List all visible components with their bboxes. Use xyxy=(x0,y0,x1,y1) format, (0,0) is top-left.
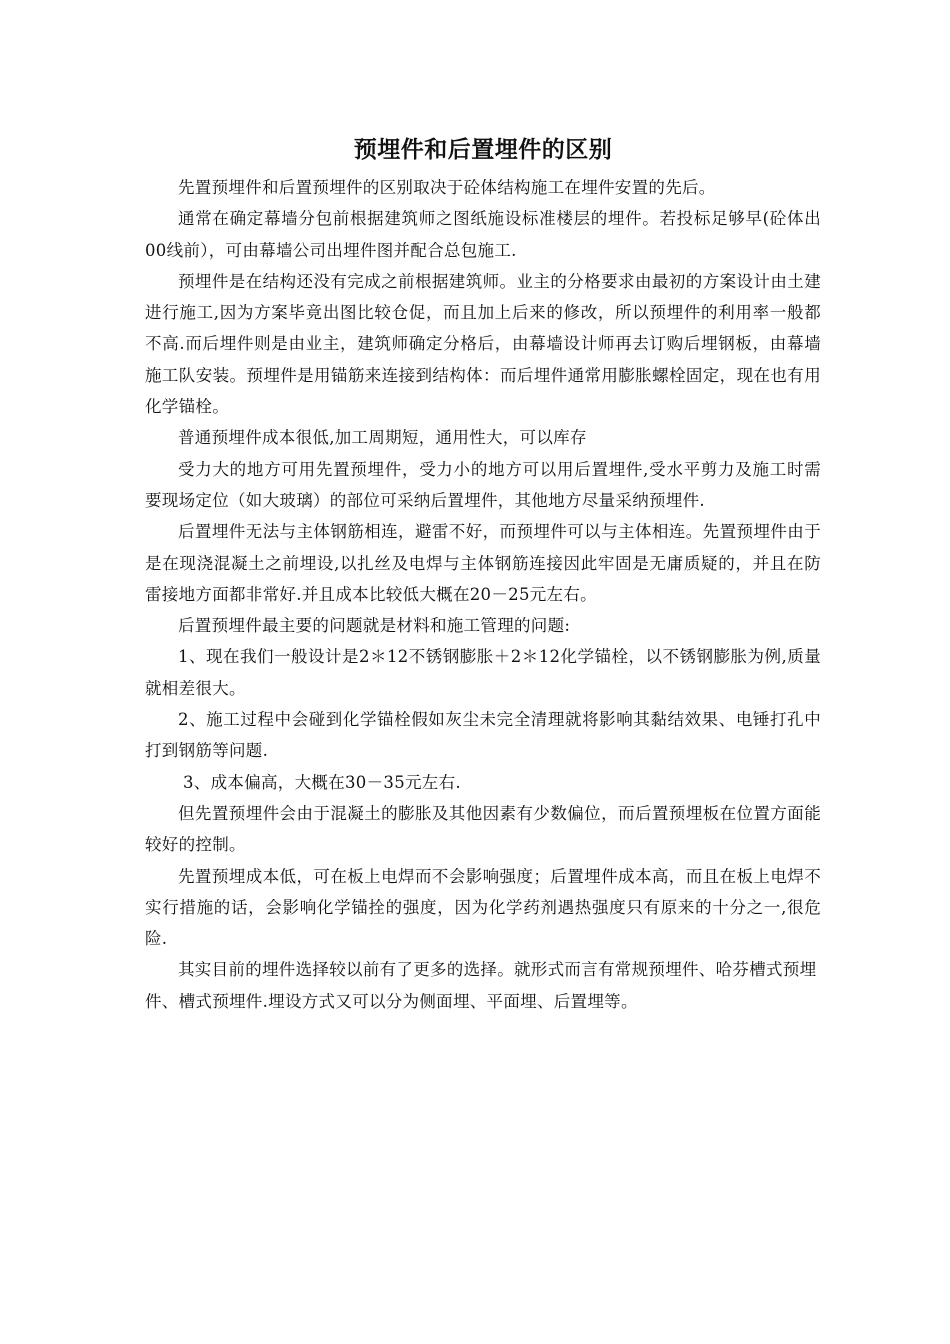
paragraph: 通常在确定幕墙分包前根据建筑师之图纸施设标准楼层的埋件。若投标足够早(砼体出00线前），可由幕墙公司出埋件图并配合总包施工. xyxy=(145,209,821,260)
paragraph: 先置预埋成本低，可在板上电焊而不会影响强度；后置埋件成本高，而且在板上电焊不实行措施的话，会影响化学锚拴的强度，因为化学药剂遇热强度只有原来的十分之一,很危险. xyxy=(145,866,821,949)
document-page xyxy=(145,130,821,1017)
paragraph: 普通预埋件成本很低,加工周期短，通用性大，可以库存 xyxy=(178,428,587,448)
list-item: 2、施工过程中会碰到化学锚栓假如灰尘未完全清理就将影响其黏结效果、电锤打孔中打到钢筋等问题. xyxy=(145,710,821,761)
paragraph: 其实目前的埋件选择较以前有了更多的选择。就形式而言有常规预埋件、哈芬槽式预埋件、槽式预埋件.埋设方式又可以分为侧面埋、平面埋、后置埋等。 xyxy=(145,960,817,1011)
list-item: 1、现在我们一般设计是2＊12不锈钢膨胀＋2＊12化学锚栓，以不锈钢膨胀为例,质量就相差很大。 xyxy=(145,647,821,698)
paragraph: 后置预埋件最主要的问题就是材料和施工管理的问题: xyxy=(178,616,571,636)
paragraph: 但先置预埋件会由于混凝土的膨胀及其他因素有少数偏位，而后置预埋板在位置方面能较好的控制。 xyxy=(145,803,821,855)
document-title: 预埋件和后置埋件的区别 xyxy=(353,137,613,163)
paragraph: 预埋件是在结构还没有完成之前根据建筑师。业主的分格要求由最初的方案设计由土建进行施工,因为方案毕竟出图比较仓促，而且加上后来的修改，所以预埋件的利用率一般都不高.而后埋件则是由业主，建筑师确定分格后，由幕墙设计师再去订购后埋钢板，由幕墙施工队安装。预埋件是用锚筋来连接到结构体：而后埋件通常用膨胀螺栓固定，现在也有用化学锚栓。 xyxy=(145,271,821,417)
list-item: 3、成本偏高，大概在30－35元左右. xyxy=(183,772,461,792)
paragraph: 后置埋件无法与主体钢筋相连，避雷不好，而预埋件可以与主体相连。先置预埋件由于是在现浇混凝土之前埋设,以扎丝及电焊与主体钢筋连接因此牢固是无庸质疑的，并且在防雷接地方面都非常好.并且成本比较低大概在20－25元左右。 xyxy=(145,522,821,604)
paragraph: 受力大的地方可用先置预埋件，受力小的地方可以用后置埋件,受水平剪力及施工时需要现场定位（如大玻璃）的部位可采纳后置埋件，其他地方尽量采纳预埋件. xyxy=(145,459,821,510)
paragraph: 先置预埋件和后置预埋件的区别取决于砼体结构施工在埋件安置的先后。 xyxy=(178,178,716,197)
